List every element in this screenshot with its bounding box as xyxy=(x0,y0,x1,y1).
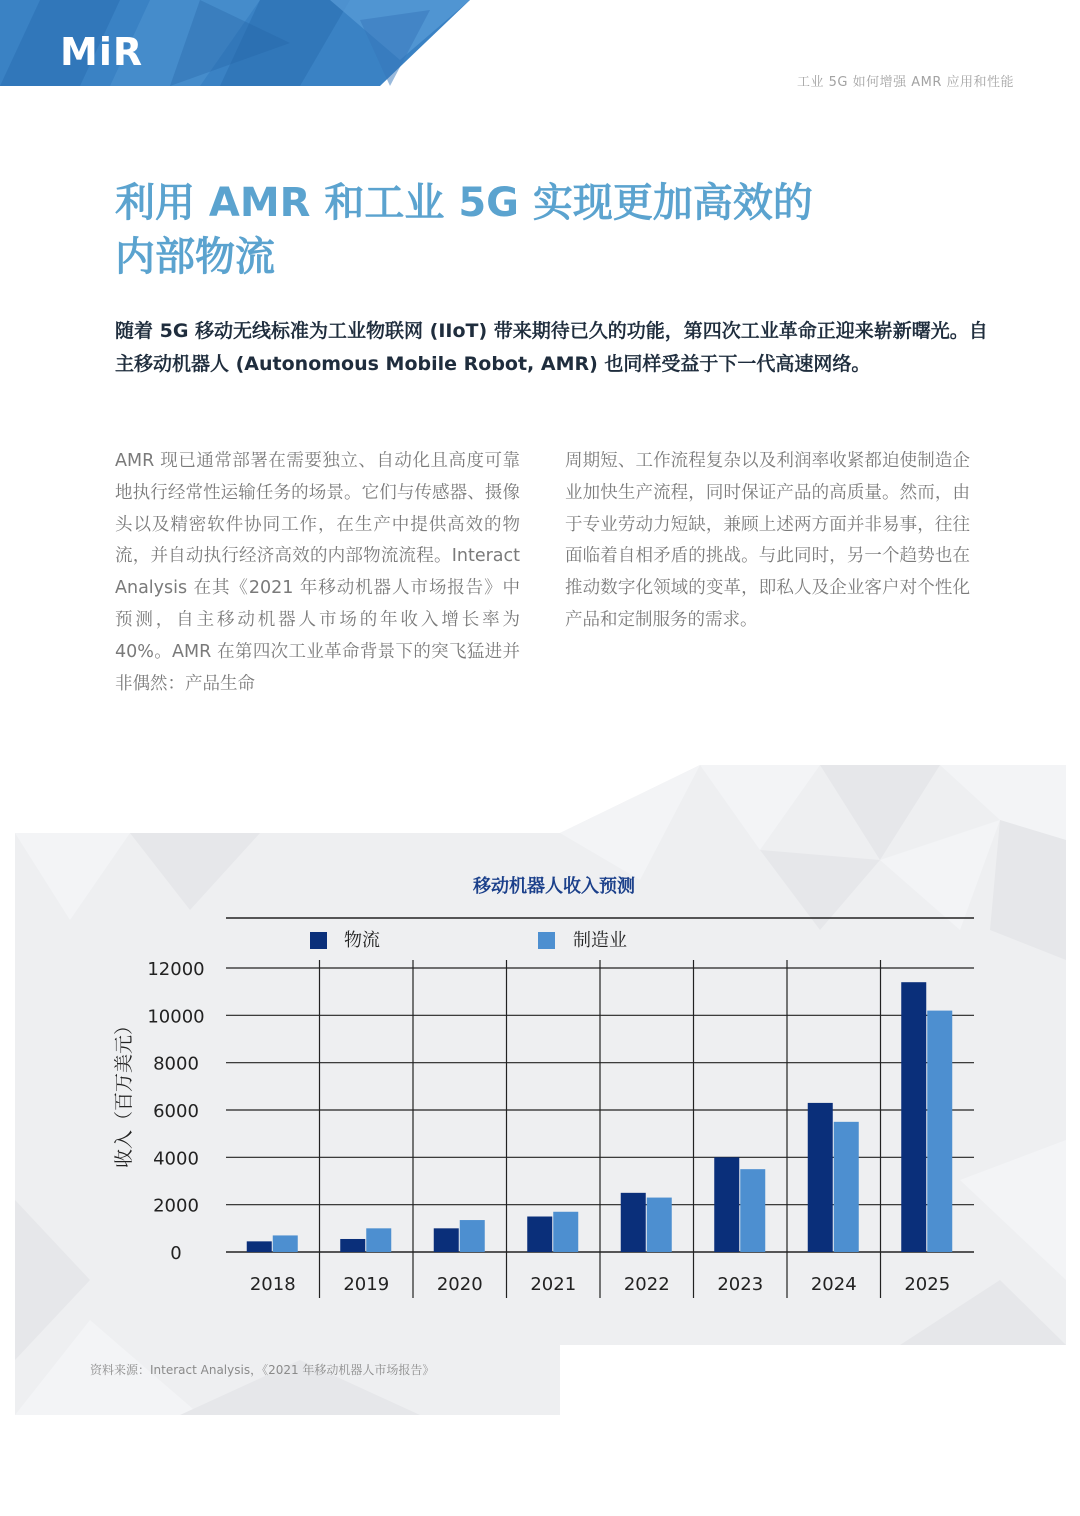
x-tick-label: 2024 xyxy=(810,1274,857,1295)
legend-label: 制造业 xyxy=(573,930,627,951)
bar-logistics xyxy=(247,1241,272,1252)
running-head: 工业 5G 如何增强 AMR 应用和性能 xyxy=(796,75,1014,90)
bar-manufacturing xyxy=(273,1235,298,1252)
body-column-left: AMR 现已通常部署在需要独立、自动化且高度可靠地执行经常性运输任务的场景。它们与传感器、摄像头以及精密软件协同工作，在生产中提供高效的物流，并自动执行经济高效的内部物流流程。Interact Analysis 在其《2021 年移动机器人市场报告》中预测，自主移动机器人市场的年收入增长率为 40%。AMR 在第四次工业革命背景下的突飞猛进并非偶然：产品生命 xyxy=(115,451,520,694)
source-note: 资料来源：Interact Analysis，《2021 年移动机器人市场报告》 xyxy=(90,1363,435,1377)
bar-logistics xyxy=(527,1217,552,1253)
y-tick-label: 4000 xyxy=(153,1148,199,1170)
lead-paragraph: 随着 5G 移动无线标准为工业物联网 (IIoT) 带来期待已久的功能，第四次工业革命正迎来崭新曙光。自主移动机器人 (Autonomous Mobile Robot, AMR) 也同样受益于下一代高速网络。 xyxy=(115,320,988,375)
bar-logistics xyxy=(434,1228,459,1252)
bar-logistics xyxy=(340,1239,365,1252)
bar-manufacturing xyxy=(740,1169,765,1252)
title-line-1: 利用 AMR 和工业 5G 实现更加高效的 xyxy=(115,180,813,226)
bar-logistics xyxy=(808,1103,833,1252)
bar-manufacturing xyxy=(647,1198,672,1252)
page-title xyxy=(115,176,975,284)
y-tick-label: 2000 xyxy=(153,1195,199,1217)
bar-manufacturing xyxy=(553,1212,578,1252)
bar-manufacturing xyxy=(834,1122,859,1252)
bar-manufacturing xyxy=(366,1228,391,1252)
y-tick-label: 8000 xyxy=(153,1053,199,1075)
x-tick-label: 2023 xyxy=(717,1274,764,1295)
x-tick-label: 2018 xyxy=(249,1274,296,1295)
x-tick-label: 2020 xyxy=(436,1274,483,1295)
x-tick-label: 2022 xyxy=(623,1274,670,1295)
bar-logistics xyxy=(901,982,926,1252)
y-tick-label: 0 xyxy=(170,1243,182,1264)
y-axis-label: 收入（百万美元） xyxy=(113,1015,135,1169)
y-tick-label: 6000 xyxy=(153,1101,199,1122)
x-tick-label: 2025 xyxy=(904,1274,951,1295)
legend-label: 物流 xyxy=(344,930,380,951)
x-tick-label: 2019 xyxy=(343,1274,390,1295)
bar-logistics xyxy=(621,1193,646,1252)
bar-manufacturing xyxy=(460,1220,485,1252)
brand-logo: MiR xyxy=(60,30,144,74)
body-column-right: 周期短、工作流程复杂以及利润率收紧都迫使制造企业加快生产流程，同时保证产品的高质量。然而，由于专业劳动力短缺，兼顾上述两方面并非易事，往往面临着自相矛盾的挑战。与此同时，另一个趋势也在推动数字化领域的变革，即私人及企业客户对个性化产品和定制服务的需求。 xyxy=(565,451,970,630)
legend-swatch xyxy=(538,932,555,949)
y-tick-label: 10000 xyxy=(147,1006,205,1028)
chart-title: 移动机器人收入预测 xyxy=(473,876,635,897)
bar-logistics xyxy=(714,1157,739,1252)
x-tick-label: 2021 xyxy=(530,1274,577,1295)
legend-swatch xyxy=(310,932,327,949)
bar-manufacturing xyxy=(927,1011,952,1252)
revenue-chart xyxy=(0,760,1080,1440)
title-line-2: 内部物流 xyxy=(115,234,275,280)
y-tick-label: 12000 xyxy=(147,959,205,980)
